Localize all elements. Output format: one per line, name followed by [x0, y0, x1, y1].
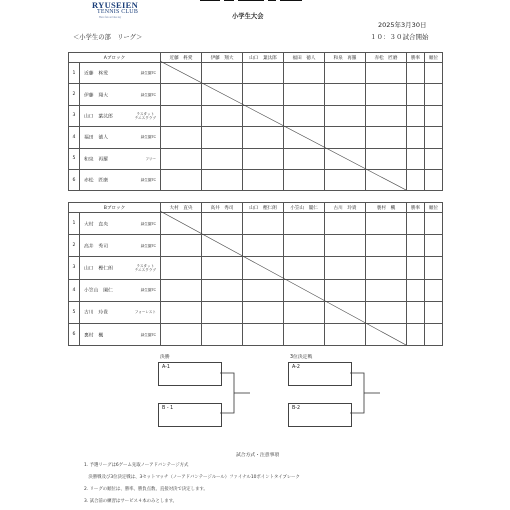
col-header: 裏村 楓: [366, 203, 407, 213]
club-logo-sub: TENNIS CLUB: [97, 9, 139, 15]
score-cell: [243, 213, 284, 235]
score-cell: [161, 105, 202, 126]
score-cell: [202, 257, 243, 279]
score-cell: [243, 169, 284, 190]
score-cell: [284, 63, 325, 84]
score-cell: [284, 84, 325, 105]
score-cell: [202, 169, 243, 190]
third-slot-bottom: [288, 403, 352, 427]
player-number: 1: [69, 63, 80, 84]
rank-cell: [425, 169, 443, 190]
player-club: 緑生園TC: [140, 332, 156, 337]
player-club: ラスタット テニスクラブ: [134, 263, 156, 272]
score-cell: [202, 235, 243, 257]
player-club: 緑生園TC: [140, 243, 156, 248]
player-name: 山口 樫仁朗: [84, 266, 113, 272]
col-header: 山口 樫仁朗: [243, 203, 284, 213]
score-cell: [325, 169, 366, 190]
section-title: ＜小学生の部 リーグ＞: [73, 34, 143, 41]
player-name: 大村 直央: [84, 222, 108, 228]
score-cell: [202, 323, 243, 345]
col-header: 福田 徳人: [284, 53, 325, 63]
player-row: [69, 213, 443, 235]
rank-cell: [425, 235, 443, 257]
event-date: 2025年3月30日: [378, 21, 427, 29]
final-slot-top: [158, 362, 222, 386]
score-cell: [366, 63, 407, 84]
notes-line: 決勝戦及び3位決定戦は、3セットマッチ（ノーアドバンテージルール）ファイナル10ポイントタイブレーク: [84, 475, 300, 480]
win-rate-cell: [407, 301, 425, 323]
start-time: １０：３０試合開始: [370, 33, 429, 41]
final-bottom-label: B - 1: [162, 406, 174, 411]
score-cell: [284, 301, 325, 323]
notes-title: 試合方式・注意事項: [236, 453, 280, 458]
score-cell: [284, 213, 325, 235]
block-b-table: [68, 202, 443, 346]
score-cell: [202, 63, 243, 84]
score-cell: [243, 301, 284, 323]
player-row: [69, 63, 443, 84]
player-cell: [80, 84, 161, 105]
score-cell: [366, 301, 407, 323]
player-row: [69, 323, 443, 345]
player-cell: [80, 301, 161, 323]
score-cell: [243, 257, 284, 279]
rank-cell: [425, 63, 443, 84]
event-title: 小学生大会: [232, 13, 264, 20]
score-cell: [202, 213, 243, 235]
rank-cell: [425, 148, 443, 169]
player-row: [69, 235, 443, 257]
win-rate-cell: [407, 127, 425, 148]
col-header: 近藤 柊愛: [161, 53, 202, 63]
win-rate-cell: [407, 105, 425, 126]
rank-cell: [425, 213, 443, 235]
player-club: 緑生園TC: [140, 221, 156, 226]
player-name: 古川 玲貴: [84, 310, 108, 316]
score-cell: [202, 301, 243, 323]
player-club: 緑生園TC: [140, 92, 156, 97]
third-top-label: A-2: [292, 365, 300, 370]
rank-cell: [425, 127, 443, 148]
score-cell: [161, 323, 202, 345]
score-cell: [366, 84, 407, 105]
score-cell: [243, 148, 284, 169]
score-cell: [325, 105, 366, 126]
player-number: 3: [69, 257, 80, 279]
score-cell: [161, 279, 202, 301]
player-name: 福田 徳人: [84, 135, 108, 141]
score-cell: [284, 257, 325, 279]
player-cell: [80, 323, 161, 345]
third-bracket-lines: [350, 370, 390, 418]
col-header: 古川 玲貴: [325, 203, 366, 213]
score-cell: [161, 63, 202, 84]
score-cell: [161, 84, 202, 105]
score-cell: [161, 148, 202, 169]
win-rate-cell: [407, 235, 425, 257]
player-number: 2: [69, 84, 80, 105]
score-cell: [366, 235, 407, 257]
player-number: 6: [69, 323, 80, 345]
player-club: 緑生園TC: [140, 71, 156, 76]
win-rate-header: 勝率: [407, 203, 425, 213]
rank-header: 順位: [425, 203, 443, 213]
rank-cell: [425, 323, 443, 345]
win-rate-cell: [407, 84, 425, 105]
score-cell: [325, 301, 366, 323]
player-row: [69, 127, 443, 148]
score-cell: [284, 127, 325, 148]
score-cell: [325, 148, 366, 169]
score-cell: [366, 257, 407, 279]
player-cell: [80, 127, 161, 148]
player-name: 近藤 柊愛: [84, 71, 108, 77]
player-number: 5: [69, 301, 80, 323]
player-club: フォーレスト: [134, 310, 156, 315]
player-club: フリー: [145, 156, 156, 161]
score-cell: [243, 63, 284, 84]
player-club: 緑生園TC: [140, 135, 156, 140]
rank-header: 順位: [425, 53, 443, 63]
player-name: 伊藤 翔大: [84, 93, 108, 99]
player-number: 3: [69, 105, 80, 126]
score-cell: [161, 169, 202, 190]
player-row: [69, 169, 443, 190]
player-number: 4: [69, 279, 80, 301]
player-club: ラスタット テニスクラブ: [134, 111, 156, 120]
score-cell: [366, 323, 407, 345]
col-header: 赤松 匠磨: [366, 53, 407, 63]
third-bottom-label: B-2: [292, 406, 301, 411]
win-rate-cell: [407, 63, 425, 84]
third-title: 3位決定戦: [290, 355, 313, 360]
score-cell: [366, 148, 407, 169]
player-number: 1: [69, 213, 80, 235]
player-name: 小笠山 閣仁: [84, 288, 113, 294]
score-cell: [161, 257, 202, 279]
player-row: [69, 301, 443, 323]
score-cell: [243, 84, 284, 105]
score-cell: [284, 105, 325, 126]
rank-cell: [425, 301, 443, 323]
block-a-table: [68, 52, 443, 191]
player-row: [69, 84, 443, 105]
col-header: 大村 直央: [161, 203, 202, 213]
score-cell: [202, 84, 243, 105]
score-cell: [325, 127, 366, 148]
rank-cell: [425, 105, 443, 126]
final-bracket-lines: [220, 370, 260, 418]
win-rate-cell: [407, 279, 425, 301]
col-header: 山口 葉汰郎: [243, 53, 284, 63]
score-cell: [325, 213, 366, 235]
player-number: 6: [69, 169, 80, 190]
score-cell: [284, 323, 325, 345]
score-cell: [161, 301, 202, 323]
score-cell: [284, 279, 325, 301]
player-name: 高井 秀司: [84, 244, 108, 250]
score-cell: [243, 127, 284, 148]
player-number: 5: [69, 148, 80, 169]
score-cell: [161, 235, 202, 257]
rank-cell: [425, 279, 443, 301]
player-name: 和泉 再羅: [84, 157, 108, 163]
cropped-title: [200, 0, 312, 3]
win-rate-header: 勝率: [407, 53, 425, 63]
col-header: 小笠山 閣仁: [284, 203, 325, 213]
player-cell: [80, 257, 161, 279]
score-cell: [325, 63, 366, 84]
player-club: 緑生園TC: [140, 178, 156, 183]
player-cell: [80, 148, 161, 169]
player-cell: [80, 63, 161, 84]
score-cell: [243, 323, 284, 345]
score-cell: [325, 235, 366, 257]
win-rate-cell: [407, 257, 425, 279]
win-rate-cell: [407, 169, 425, 190]
block-b-label: Bブロック: [69, 203, 161, 213]
player-row: [69, 105, 443, 126]
player-number: 2: [69, 235, 80, 257]
player-club: 緑生園TC: [140, 288, 156, 293]
score-cell: [366, 213, 407, 235]
notes-line: 1. 予選リーグは6ゲーム先取ノーアドバンテージ方式: [84, 463, 189, 468]
win-rate-cell: [407, 213, 425, 235]
player-cell: [80, 169, 161, 190]
score-cell: [325, 257, 366, 279]
final-title: 決勝: [160, 355, 170, 360]
score-cell: [284, 148, 325, 169]
player-row: [69, 148, 443, 169]
score-cell: [161, 127, 202, 148]
score-cell: [325, 279, 366, 301]
final-slot-bottom: [158, 403, 222, 427]
col-header: 高井 秀司: [202, 203, 243, 213]
score-cell: [284, 235, 325, 257]
score-cell: [202, 148, 243, 169]
score-cell: [284, 169, 325, 190]
notes-line: 2. リーグの順位は、勝率、勝負点数、直接対決で決定します。: [84, 487, 208, 492]
rank-cell: [425, 84, 443, 105]
win-rate-cell: [407, 148, 425, 169]
player-name: 裏村 楓: [84, 333, 104, 339]
club-logo-tagline: Have fun on blue sky: [99, 16, 122, 19]
notes-line: 3. 試合前の練習はサービス４本のみとします。: [84, 499, 178, 504]
player-row: [69, 279, 443, 301]
score-cell: [243, 279, 284, 301]
score-cell: [325, 84, 366, 105]
player-cell: [80, 279, 161, 301]
score-cell: [366, 127, 407, 148]
rank-cell: [425, 257, 443, 279]
score-cell: [366, 105, 407, 126]
player-cell: [80, 105, 161, 126]
score-cell: [366, 279, 407, 301]
score-cell: [325, 323, 366, 345]
player-cell: [80, 213, 161, 235]
block-a-label: Aブロック: [69, 53, 161, 63]
final-top-label: A-1: [162, 365, 170, 370]
score-cell: [366, 169, 407, 190]
score-cell: [243, 105, 284, 126]
player-row: [69, 257, 443, 279]
player-name: 赤松 匠磨: [84, 178, 108, 184]
score-cell: [243, 235, 284, 257]
col-header: 和泉 再羅: [325, 53, 366, 63]
player-name: 山口 葉汰郎: [84, 114, 113, 120]
score-cell: [202, 279, 243, 301]
score-cell: [161, 213, 202, 235]
col-header: 伊藤 翔大: [202, 53, 243, 63]
player-cell: [80, 235, 161, 257]
score-cell: [202, 127, 243, 148]
player-number: 4: [69, 127, 80, 148]
third-slot-top: [288, 362, 352, 386]
win-rate-cell: [407, 323, 425, 345]
score-cell: [202, 105, 243, 126]
club-logo-name: RYUSEIEN: [92, 0, 139, 10]
